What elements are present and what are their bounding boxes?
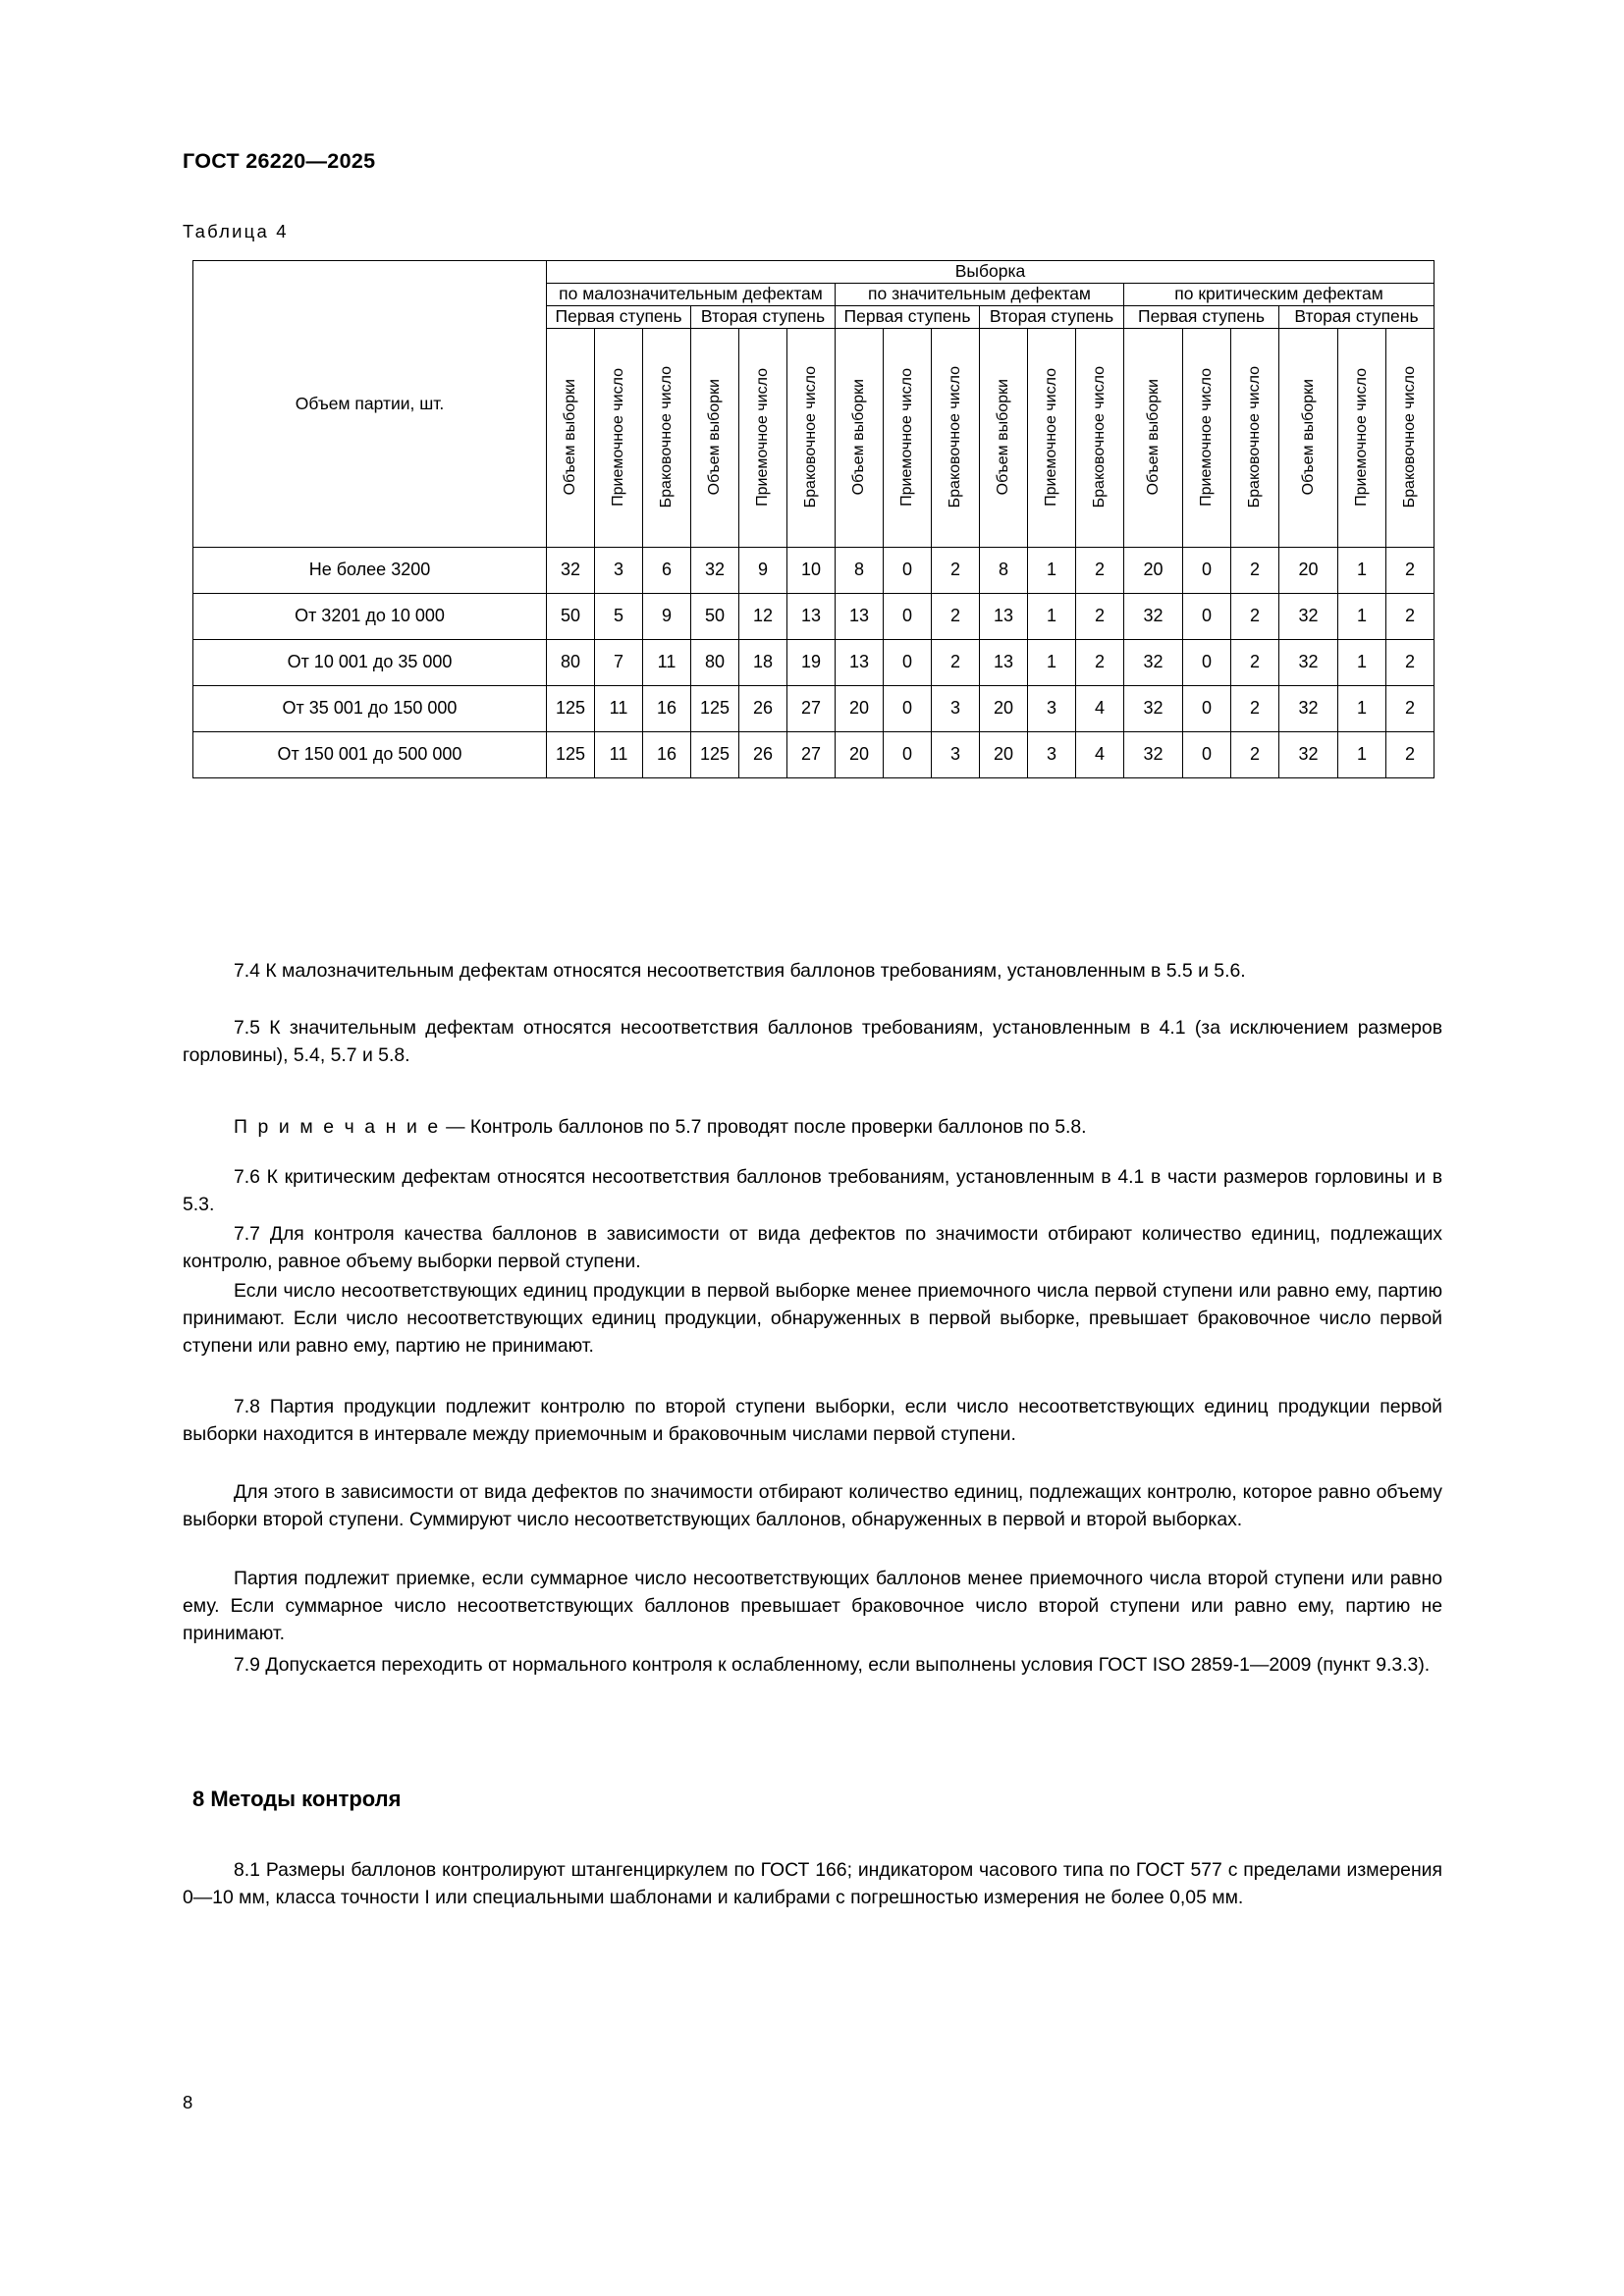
cell: 9 — [643, 593, 691, 639]
cell: 32 — [1279, 593, 1338, 639]
subheader-sample-volume: Объем выборки — [995, 379, 1011, 496]
cell: 125 — [691, 731, 739, 777]
cell: 0 — [1183, 639, 1231, 685]
paragraph-7-9-text: 7.9 Допускается переходить от нормального контроля к ослабленному, если выполнены условия ГОСТ ISO 2859-1—2009 (пункт 9.3.3). — [234, 1654, 1431, 1676]
subheader-cell — [787, 328, 836, 547]
cell: 26 — [739, 685, 787, 731]
header-stage-2-critical: Вторая ступень — [1279, 305, 1435, 328]
paragraph-8-1-text: 8.1 Размеры баллонов контролируют штангенциркулем по ГОСТ 166; индикатором часового типа по ГОСТ 577 с пределами измерения 0—10 мм, класса точности I или специальными шаблонами и калибрами с погрешностью измерения не более 0,05 мм. — [183, 1859, 1442, 1909]
cell: 27 — [787, 685, 836, 731]
cell: 0 — [1183, 731, 1231, 777]
cell: 16 — [643, 731, 691, 777]
header-group-minor: по малозначительным дефектам — [547, 283, 836, 305]
cell: 0 — [1183, 593, 1231, 639]
body-paragraph-7-6 — [183, 1163, 1442, 1218]
note-text: — Контроль баллонов по 5.7 проводят после проверки баллонов по 5.8. — [440, 1116, 1087, 1138]
page-number: 8 — [183, 2092, 193, 2112]
cell: 9 — [739, 547, 787, 593]
body-paragraph-7-5 — [183, 1014, 1442, 1069]
cell: 0 — [884, 685, 932, 731]
paragraph-7-8c-text: Партия подлежит приемке, если суммарное число несоответствующих баллонов менее приемочного числа второй ступени или равно ему. Если суммарное число несоответствующих баллонов превышает браковочное число второй ступени или равно ему, партию не принимают. — [183, 1568, 1442, 1645]
cell: 2 — [1231, 731, 1279, 777]
paragraph-7-5-text: 7.5 К значительным дефектам относятся несоответствия баллонов требованиям, установленным в 4.1 (за исключением размеров горловины), 5.4, 5.7 и 5.8. — [183, 1017, 1442, 1067]
subheader-cell — [643, 328, 691, 547]
cell: 2 — [932, 547, 980, 593]
subheader-cell — [1076, 328, 1124, 547]
cell: 13 — [787, 593, 836, 639]
cell: 3 — [932, 731, 980, 777]
cell: 26 — [739, 731, 787, 777]
cell: 7 — [595, 639, 643, 685]
paragraph-7-8-text: 7.8 Партия продукции подлежит контролю по второй ступени выборки, если число несоответствующих единиц продукции первой выборки находится в интервале между приемочным и браковочным числами первой ступени. — [183, 1396, 1442, 1446]
cell: 0 — [884, 731, 932, 777]
table-caption: Таблица 4 — [183, 221, 289, 241]
cell: 80 — [691, 639, 739, 685]
table-row — [193, 685, 1435, 731]
cell: 0 — [1183, 547, 1231, 593]
subheader-sample-volume: Объем выборки — [706, 379, 723, 496]
cell: 2 — [1386, 685, 1435, 731]
cell: 2 — [1231, 685, 1279, 731]
subheader-cell — [932, 328, 980, 547]
paragraph-7-8b-text: Для этого в зависимости от вида дефектов по значимости отбирают количество единиц, подлежащих контролю, которое равно объему выборки второй ступени. Суммируют число несоответствующих баллонов, обнаруженных в первой и второй выборках. — [183, 1481, 1442, 1531]
cell: 12 — [739, 593, 787, 639]
subheader-reject-number: Браковочное число — [1246, 366, 1263, 508]
cell: 32 — [691, 547, 739, 593]
cell: 20 — [1124, 547, 1183, 593]
header-group-major: по значительным дефектам — [836, 283, 1124, 305]
cell: 20 — [980, 731, 1028, 777]
note-label: П р и м е ч а н и е — [234, 1116, 441, 1138]
cell: 0 — [1183, 685, 1231, 731]
subheader-accept-number: Приемочное число — [610, 368, 626, 507]
paragraph-7-4-text: 7.4 К малозначительным дефектам относятся несоответствия баллонов требованиям, установленным в 5.5 и 5.6. — [234, 960, 1246, 982]
paragraph-7-7-text: 7.7 Для контроля качества баллонов в зависимости от вида дефектов по значимости отбирают количество единиц, подлежащих контролю, равное объему выборки первой ступени. — [183, 1223, 1442, 1273]
paragraph-7-7b-text: Если число несоответствующих единиц продукции в первой выборке менее приемочного числа первой ступени или равно ему, партию принимают. Если число несоответствующих единиц продукции, обнаруженных в первой выборке, превышает браковочное число первой ступени или равно ему, партию не принимают. — [183, 1280, 1442, 1358]
header-sample: Выборка — [547, 261, 1435, 284]
subheader-accept-number: Приемочное число — [754, 368, 771, 507]
cell: 125 — [547, 685, 595, 731]
cell: 13 — [980, 593, 1028, 639]
cell: 5 — [595, 593, 643, 639]
body-paragraph-7-8c — [183, 1565, 1442, 1648]
header-group-critical: по критическим дефектам — [1124, 283, 1435, 305]
note-paragraph — [183, 1113, 1442, 1141]
cell: 3 — [1028, 685, 1076, 731]
row-label: От 35 001 до 150 000 — [193, 685, 547, 731]
cell: 32 — [1124, 639, 1183, 685]
cell: 125 — [547, 731, 595, 777]
cell: 2 — [932, 639, 980, 685]
subheader-cell — [836, 328, 884, 547]
cell: 13 — [836, 639, 884, 685]
cell: 50 — [547, 593, 595, 639]
header-stage-1-minor: Первая ступень — [547, 305, 691, 328]
cell: 0 — [884, 593, 932, 639]
subheader-sample-volume: Объем выборки — [562, 379, 578, 496]
cell: 19 — [787, 639, 836, 685]
subheader-accept-number: Приемочное число — [1353, 368, 1370, 507]
cell: 2 — [1076, 639, 1124, 685]
cell: 1 — [1338, 639, 1386, 685]
subheader-accept-number: Приемочное число — [898, 368, 915, 507]
cell: 3 — [1028, 731, 1076, 777]
table-row — [193, 593, 1435, 639]
cell: 32 — [1124, 685, 1183, 731]
cell: 8 — [980, 547, 1028, 593]
header-party-volume: Объем партии, шт. — [193, 261, 547, 548]
cell: 18 — [739, 639, 787, 685]
subheader-cell — [1183, 328, 1231, 547]
cell: 2 — [1231, 639, 1279, 685]
subheader-sample-volume: Объем выборки — [1144, 379, 1162, 496]
cell: 2 — [1076, 547, 1124, 593]
cell: 11 — [595, 685, 643, 731]
subheader-accept-number: Приемочное число — [1198, 368, 1215, 507]
cell: 0 — [884, 547, 932, 593]
table-row — [193, 547, 1435, 593]
cell: 3 — [595, 547, 643, 593]
body-paragraph-7-8 — [183, 1393, 1442, 1448]
body-paragraph-7-7b — [183, 1277, 1442, 1361]
subheader-cell — [1231, 328, 1279, 547]
subheader-cell — [739, 328, 787, 547]
body-paragraph-7-4 — [183, 957, 1442, 985]
cell: 4 — [1076, 731, 1124, 777]
cell: 1 — [1028, 547, 1076, 593]
row-label: От 150 001 до 500 000 — [193, 731, 547, 777]
row-label: От 10 001 до 35 000 — [193, 639, 547, 685]
subheader-cell — [980, 328, 1028, 547]
cell: 32 — [1279, 685, 1338, 731]
cell: 8 — [836, 547, 884, 593]
cell: 20 — [1279, 547, 1338, 593]
header-stage-2-major: Вторая ступень — [980, 305, 1124, 328]
cell: 50 — [691, 593, 739, 639]
cell: 2 — [1231, 547, 1279, 593]
subheader-cell — [884, 328, 932, 547]
paragraph-7-6-text: 7.6 К критическим дефектам относятся несоответствия баллонов требованиям, установленным в 4.1 в части размеров горловины и в 5.3. — [183, 1166, 1442, 1216]
subheader-reject-number: Браковочное число — [1401, 366, 1418, 508]
cell: 0 — [884, 639, 932, 685]
cell: 13 — [836, 593, 884, 639]
cell: 1 — [1028, 593, 1076, 639]
cell: 2 — [932, 593, 980, 639]
subheader-cell — [1028, 328, 1076, 547]
cell: 4 — [1076, 685, 1124, 731]
cell: 20 — [836, 685, 884, 731]
table-row — [193, 639, 1435, 685]
header-stage-2-minor: Вторая ступень — [691, 305, 836, 328]
table-row — [193, 731, 1435, 777]
body-note — [183, 1099, 1442, 1154]
page-header-standard-number: ГОСТ 26220—2025 — [183, 149, 376, 173]
cell: 2 — [1386, 593, 1435, 639]
cell: 32 — [1124, 593, 1183, 639]
cell: 2 — [1386, 547, 1435, 593]
cell: 3 — [932, 685, 980, 731]
cell: 2 — [1386, 639, 1435, 685]
subheader-sample-volume: Объем выборки — [1299, 379, 1317, 496]
subheader-sample-volume: Объем выборки — [850, 379, 867, 496]
row-label: Не более 3200 — [193, 547, 547, 593]
subheader-cell — [1124, 328, 1183, 547]
cell: 11 — [595, 731, 643, 777]
row-label: От 3201 до 10 000 — [193, 593, 547, 639]
cell: 80 — [547, 639, 595, 685]
cell: 2 — [1231, 593, 1279, 639]
cell: 32 — [547, 547, 595, 593]
subheader-cell — [595, 328, 643, 547]
body-paragraph-8-1 — [183, 1856, 1442, 1911]
table-header-row-sample — [193, 261, 1435, 284]
cell: 1 — [1338, 731, 1386, 777]
subheader-cell — [547, 328, 595, 547]
body-paragraph-7-9 — [183, 1651, 1442, 1679]
cell: 13 — [980, 639, 1028, 685]
cell: 1 — [1338, 685, 1386, 731]
header-stage-1-critical: Первая ступень — [1124, 305, 1279, 328]
subheader-cell — [1279, 328, 1338, 547]
cell: 6 — [643, 547, 691, 593]
cell: 32 — [1124, 731, 1183, 777]
cell: 125 — [691, 685, 739, 731]
cell: 32 — [1279, 731, 1338, 777]
cell: 32 — [1279, 639, 1338, 685]
subheader-accept-number: Приемочное число — [1043, 368, 1059, 507]
subheader-reject-number: Браковочное число — [802, 366, 819, 508]
cell: 1 — [1338, 593, 1386, 639]
cell: 2 — [1386, 731, 1435, 777]
cell: 1 — [1338, 547, 1386, 593]
cell: 10 — [787, 547, 836, 593]
subheader-cell — [691, 328, 739, 547]
body-paragraph-7-7 — [183, 1220, 1442, 1275]
section-heading-8: 8 Методы контроля — [192, 1787, 402, 1811]
cell: 11 — [643, 639, 691, 685]
subheader-reject-number: Браковочное число — [947, 366, 963, 508]
subheader-reject-number: Браковочное число — [1091, 366, 1108, 508]
subheader-cell — [1386, 328, 1435, 547]
header-stage-1-major: Первая ступень — [836, 305, 980, 328]
cell: 1 — [1028, 639, 1076, 685]
cell: 16 — [643, 685, 691, 731]
cell: 20 — [980, 685, 1028, 731]
body-paragraph-7-8b — [183, 1478, 1442, 1533]
sampling-table — [192, 260, 1435, 778]
cell: 27 — [787, 731, 836, 777]
cell: 2 — [1076, 593, 1124, 639]
cell: 20 — [836, 731, 884, 777]
subheader-cell — [1338, 328, 1386, 547]
subheader-reject-number: Браковочное число — [658, 366, 675, 508]
